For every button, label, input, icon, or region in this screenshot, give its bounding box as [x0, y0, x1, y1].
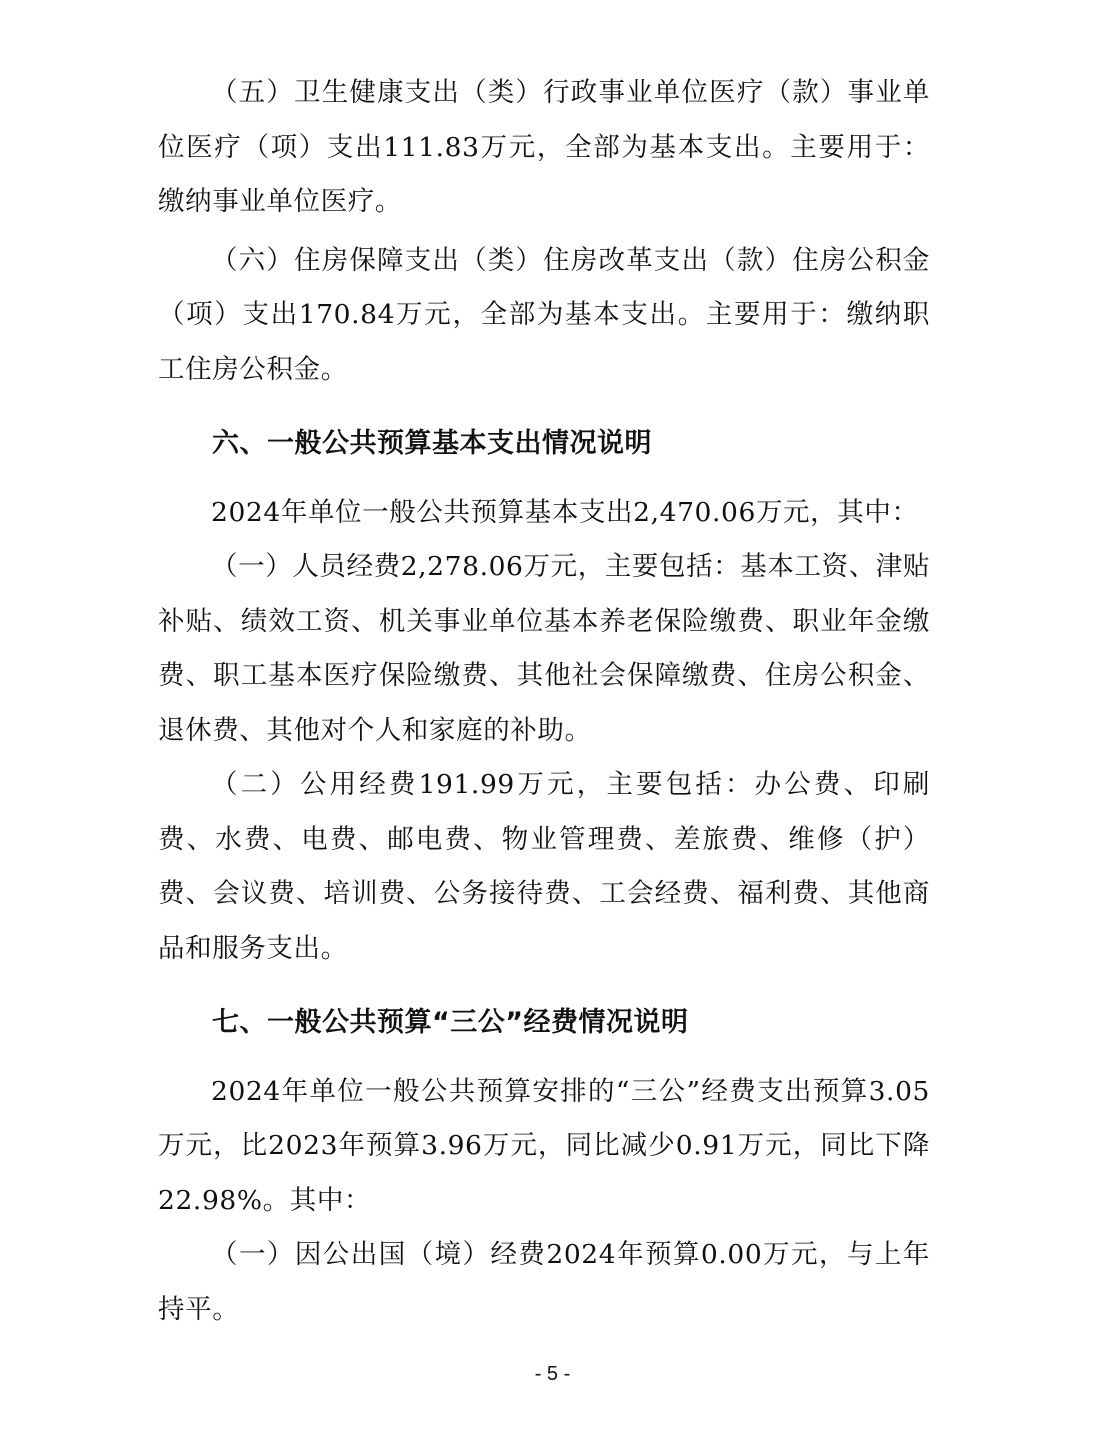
paragraph-housing-expenditure: （六）住房保障支出（类）住房改革支出（款）住房公积金（项）支出170.84万元，全部为基本支出。主要用于：缴纳职工住房公积金。	[158, 244, 930, 385]
page-number: - 5 -	[534, 1363, 571, 1385]
paragraph-personnel-expenses: （一）人员经费2,278.06万元，主要包括：基本工资、津贴补贴、绩效工资、机关事业单位基本养老保险缴费、职业年金缴费、职工基本医疗保险缴费、其他社会保障缴费、住房公积金、退休费、其他对个人和家庭的补助。	[158, 551, 931, 746]
paragraph-health-expenditure: （五）卫生健康支出（类）行政事业单位医疗（款）事业单位医疗（项）支出111.83万元，全部为基本支出。主要用于：缴纳事业单位医疗。	[158, 77, 930, 217]
section-heading-three-public-expenses: 七、一般公共预算“三公”经费情况说明	[212, 1007, 689, 1038]
paragraph-overseas-travel-expenses: （一）因公出国（境）经费2024年预算0.00万元，与上年持平。	[158, 1239, 930, 1325]
paragraph-basic-expenditure-intro: 2024年单位一般公共预算基本支出2,470.06万元，其中：	[211, 496, 919, 528]
section-heading-basic-expenditure: 六、一般公共预算基本支出情况说明	[212, 428, 652, 459]
paragraph-public-expenses: （二）公用经费191.99万元，主要包括：办公费、印刷费、水费、电费、邮电费、物业管理费、差旅费、维修（护）费、会议费、培训费、公务接待费、工会经费、福利费、其他商品和服务支出。	[158, 769, 930, 964]
document-body	[158, 66, 930, 1337]
paragraph-three-public-intro: 2024年单位一般公共预算安排的“三公”经费支出预算3.05万元，比2023年预算3.96万元，同比减少0.91万元，同比下降22.98%。其中：	[158, 1075, 930, 1216]
